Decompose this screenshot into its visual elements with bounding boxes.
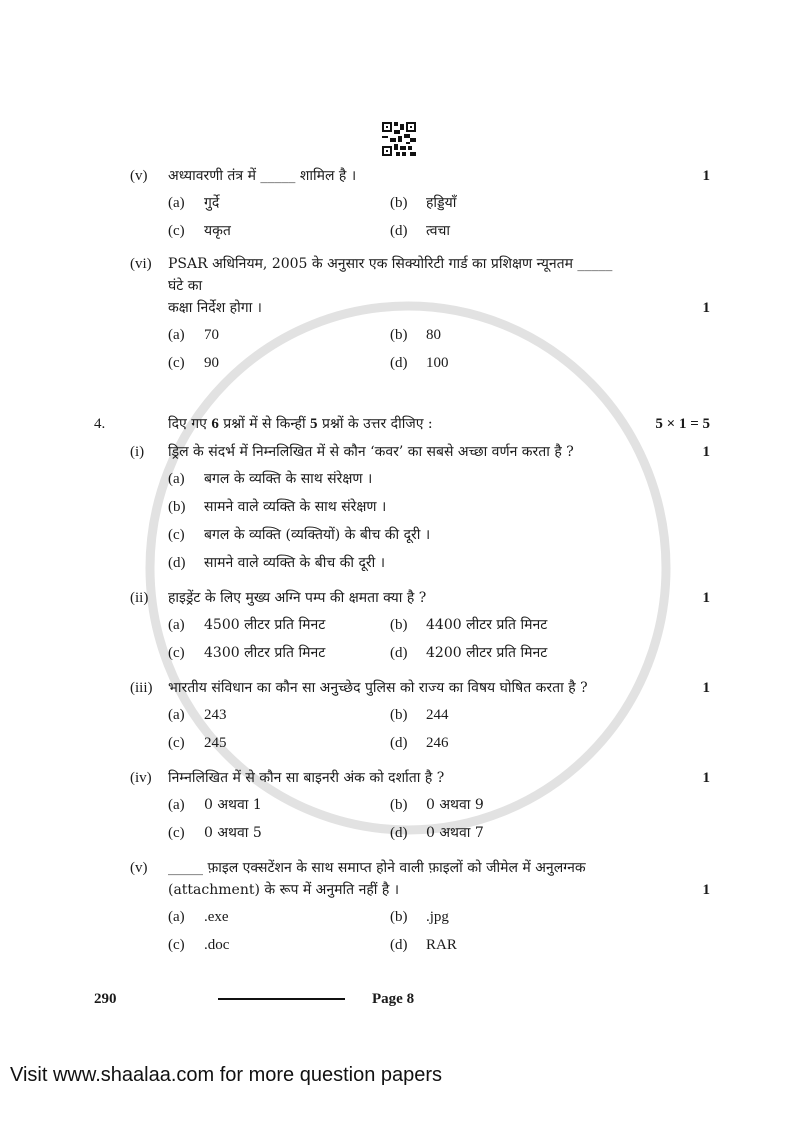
q4-sub-3-options (94, 701, 710, 757)
footer-rule (218, 998, 345, 1000)
q4-sub-5-option-label: (d) (390, 937, 408, 953)
q3-v-option-label: (d) (390, 223, 408, 239)
q3-v-option-text: त्वचा (426, 223, 451, 239)
q3-v-options (94, 189, 710, 245)
q4-sub-2-option-label: (d) (390, 645, 408, 661)
q4-sub-2-option-text: 4300 लीटर प्रति मिनट (204, 645, 326, 661)
q4-sub-1-marks: 1 (702, 444, 710, 460)
q3-v-option (390, 217, 630, 245)
q3-vi-text (168, 253, 638, 319)
q4-sub-1 (94, 441, 710, 577)
q4-sub-3-text (168, 677, 638, 699)
q4-sub-5-option-text: .doc (204, 937, 230, 953)
q4-instruction-part: 6 (211, 416, 219, 432)
q3-v (94, 165, 710, 245)
q4-sub-3-option (390, 729, 630, 757)
q4-sub-1-option-text: बगल के व्यक्ति (व्यक्तियों) के बीच की दूरी । (204, 527, 431, 543)
q4-sub-5-option-text: .jpg (426, 909, 449, 925)
q4-instruction-part: 5 (310, 416, 318, 432)
q4-sub-4-option-label: (b) (390, 797, 408, 813)
q3-vi (94, 253, 710, 377)
q4-sub-4-option-label: (c) (168, 825, 185, 841)
q4-sub-3-option (168, 701, 390, 729)
q4-sub-4-option (390, 819, 630, 847)
q3-vi-option (168, 349, 390, 377)
q4-sub-3-option-label: (b) (390, 707, 408, 723)
q4-sub-1-option (168, 493, 630, 521)
q4-sub-3-option (390, 701, 630, 729)
q4-sub-1-text (168, 441, 638, 463)
q4-sub-3-marks: 1 (702, 680, 710, 696)
q4-instruction (130, 413, 638, 435)
q4-sub-3-option-label: (d) (390, 735, 408, 751)
q4-sub-1-option-text: सामने वाले व्यक्ति के बीच की दूरी । (204, 555, 386, 571)
q4-instruction-part: प्रश्नों के उत्तर दीजिए : (317, 416, 433, 432)
q4-header (94, 413, 710, 435)
page-number: Page 8 (372, 991, 415, 1007)
q3-vi-line (94, 253, 710, 319)
q4-sub-3-option-text: 245 (204, 735, 227, 751)
page-footer (94, 989, 710, 1009)
q3-v-option-text: हड्डियाँ (426, 195, 457, 211)
q3-v-text-line: अध्यावरणी तंत्र में _____ शामिल है । (168, 168, 357, 184)
q4-sub-4-text (168, 767, 638, 789)
q3-vi-option-text: 70 (204, 327, 219, 343)
q4-sub-4 (94, 767, 710, 847)
q4-sub-5-option (390, 903, 630, 931)
q3-vi-option-text: 80 (426, 327, 441, 343)
q4-sub-5-option (168, 903, 390, 931)
q4-sub-5-number: (v) (130, 860, 148, 876)
q4-sub-4-options (94, 791, 710, 847)
questions (94, 165, 710, 959)
q4-sub-4-option-text: 0 अथवा 1 (204, 797, 262, 813)
q4-sub-5-option-label: (c) (168, 937, 185, 953)
q4-number: 4. (94, 416, 106, 432)
q4-sub-2-option-label: (c) (168, 645, 185, 661)
q4-sub-1-option-label: (b) (168, 499, 186, 515)
q4-sub-3-option-label: (a) (168, 707, 185, 723)
q4-sub-4-option-text: 0 अथवा 9 (426, 797, 484, 813)
q4-sub-5-option (168, 931, 390, 959)
q4-sub-3 (94, 677, 710, 757)
q4-sub-1-options (94, 465, 710, 577)
q3-v-option-text: गुर्दे (204, 195, 220, 211)
q4-sub-1-option (168, 521, 630, 549)
q4-sub-2-option-label: (a) (168, 617, 185, 633)
q4-sub-4-option-label: (a) (168, 797, 185, 813)
q3-vi-option-label: (b) (390, 327, 408, 343)
q4-sub-4-option (168, 819, 390, 847)
q3-vi-options (94, 321, 710, 377)
q4-sub-2-marks: 1 (702, 590, 710, 606)
q4-sub-3-option-text: 243 (204, 707, 227, 723)
q4-sub-4-option (168, 791, 390, 819)
q4-instruction-part: प्रश्नों में से किन्हीं (218, 416, 311, 432)
q3-vi-text-cont: कक्षा निर्देश होगा । (168, 300, 262, 316)
q3-v-option-text: यकृत (204, 223, 231, 239)
question-content (94, 165, 710, 1009)
q4-sub-3-option-text: 244 (426, 707, 449, 723)
q4-sub-1-text-line: ड्रिल के संदर्भ में निम्नलिखित में से कौन ‘कवर’ का सबसे अच्छा वर्णन करता है ? (168, 444, 574, 460)
q4-sub-1-option (168, 465, 630, 493)
q4-instruction-part: दिए गए (168, 416, 212, 432)
q4-sub-2-option-label: (b) (390, 617, 408, 633)
q4-sub-2-option (168, 639, 390, 667)
q4-sub-1-option-label: (d) (168, 555, 186, 571)
q4-sub-2 (94, 587, 710, 667)
q4-sub-5-option (390, 931, 630, 959)
q3-vi-option (390, 321, 630, 349)
q4-sub-3-number: (iii) (130, 680, 153, 696)
q4-sub-1-option-label: (c) (168, 527, 185, 543)
q4-sub-2-number: (ii) (130, 590, 149, 606)
q4-sub-3-option-label: (c) (168, 735, 185, 751)
q3-vi-option-text: 100 (426, 355, 449, 371)
q4-sub-4-option (390, 791, 630, 819)
q4-sub-5-option-text: .exe (204, 909, 229, 925)
q4-sub-1-option-label: (a) (168, 471, 185, 487)
q4-sub-3-option (168, 729, 390, 757)
q4-sub-4-option-text: 0 अथवा 5 (204, 825, 262, 841)
q4-sub-2-option (390, 639, 630, 667)
q4-sub-5-text-line: _____ फ़ाइल एक्सटेंशन के साथ समाप्त होने वाली फ़ाइलों को जीमेल में अनुलग्नक (168, 860, 586, 876)
q3-v-text (168, 165, 638, 187)
q3-v-number: (v) (130, 168, 148, 184)
q4-sub-1-option (168, 549, 630, 577)
q3-v-line (94, 165, 710, 187)
q3-v-option-label: (b) (390, 195, 408, 211)
q4-sub-3-line (94, 677, 710, 699)
q4-sub-2-option (168, 611, 390, 639)
q3-vi-text-line: PSAR अधिनियम, 2005 के अनुसार एक सिक्योरिटी गार्ड का प्रशिक्षण न्यूनतम _____ घंटे का (168, 256, 613, 294)
q4-sub-5-option-label: (b) (390, 909, 408, 925)
q4-sub-4-line (94, 767, 710, 789)
q3-v-option (168, 217, 390, 245)
q4-sub-1-number: (i) (130, 444, 145, 460)
q4-sub-1-line (94, 441, 710, 463)
q4-sub-5-option-label: (a) (168, 909, 185, 925)
q3-v-option (390, 189, 630, 217)
q4-sub-3-text-line: भारतीय संविधान का कौन सा अनुच्छेद पुलिस को राज्य का विषय घोषित करता है ? (168, 680, 588, 696)
q4-sub-4-marks: 1 (702, 770, 710, 786)
q4-sub-5-option-text: RAR (426, 937, 457, 953)
visit-link[interactable]: Visit www.shaalaa.com for more question papers (10, 1064, 443, 1086)
q3-v-option (168, 189, 390, 217)
q4-sub-2-option-text: 4400 लीटर प्रति मिनट (426, 617, 548, 633)
q4-sub-2-option-text: 4500 लीटर प्रति मिनट (204, 617, 326, 633)
q4-sub-4-option-label: (d) (390, 825, 408, 841)
q3-v-option-label: (c) (168, 223, 185, 239)
q4-sub-2-options (94, 611, 710, 667)
q3-vi-option (390, 349, 630, 377)
q3-vi-marks: 1 (702, 300, 710, 316)
q3-v-marks: 1 (702, 168, 710, 184)
q4-sub-5-text (168, 857, 638, 901)
q4-sub-4-option-text: 0 अथवा 7 (426, 825, 484, 841)
q4-sub-3-option-text: 246 (426, 735, 449, 751)
q4-sub-2-line (94, 587, 710, 609)
q4-sub-4-number: (iv) (130, 770, 152, 786)
q4-sub-5-line (94, 857, 710, 901)
q4-sub-4-text-line: निम्नलिखित में से कौन सा बाइनरी अंक को दर्शाता है ? (168, 770, 445, 786)
paper-code: 290 (94, 991, 117, 1007)
q3-vi-option-label: (a) (168, 327, 185, 343)
q3-v-option-label: (a) (168, 195, 185, 211)
q3-vi-option-text: 90 (204, 355, 219, 371)
q4-marks: 5 × 1 = 5 (655, 416, 710, 432)
q4-sub-5-marks: 1 (702, 882, 710, 898)
q3-vi-option-label: (d) (390, 355, 408, 371)
q4-sub-5-text-cont: (attachment) के रूप में अनुमति नहीं है । (168, 882, 400, 898)
q4-sub-2-option (390, 611, 630, 639)
q4-sub-5 (94, 857, 710, 959)
q4-sub-2-option-text: 4200 लीटर प्रति मिनट (426, 645, 548, 661)
qr-code (382, 122, 416, 156)
q4-sub-2-text (168, 587, 638, 609)
q4-sub-5-options (94, 903, 710, 959)
q3-vi-option (168, 321, 390, 349)
q4-sub-2-text-line: हाइड्रेंट के लिए मुख्य अग्नि पम्प की क्षमता क्या है ? (168, 590, 427, 606)
q3-vi-number: (vi) (130, 256, 152, 272)
q4-sub-1-option-text: बगल के व्यक्ति के साथ संरेक्षण । (204, 471, 373, 487)
q4-sub-1-option-text: सामने वाले व्यक्ति के साथ संरेक्षण । (204, 499, 387, 515)
q3-vi-option-label: (c) (168, 355, 185, 371)
